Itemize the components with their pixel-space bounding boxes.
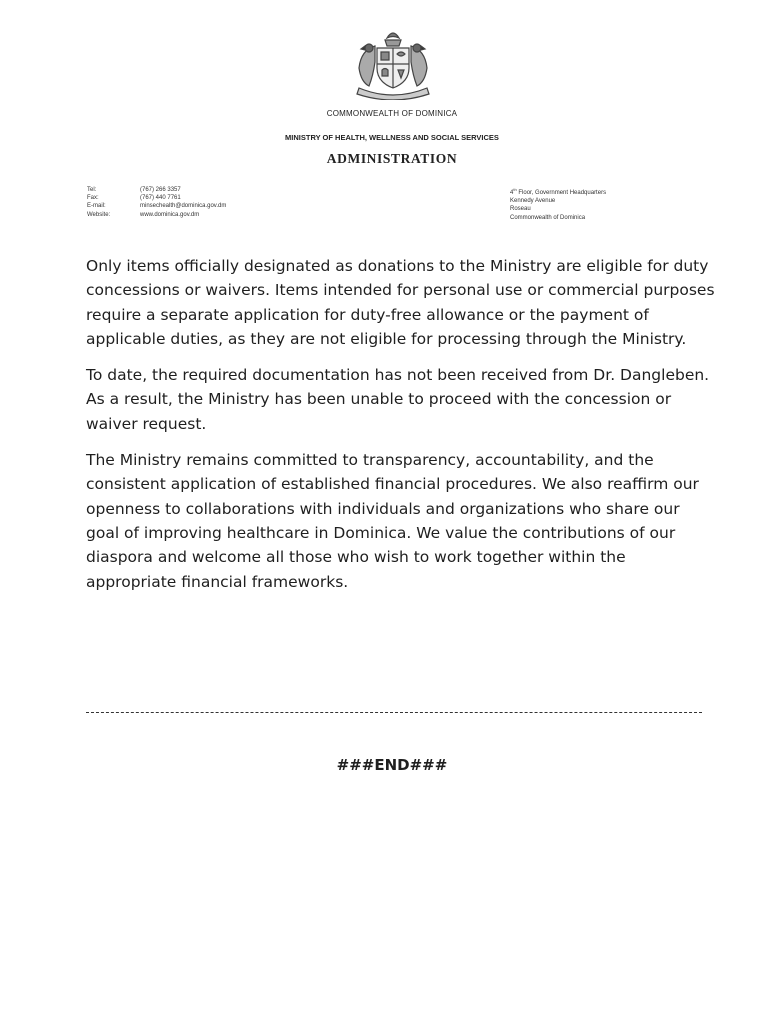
contact-details	[87, 186, 226, 219]
paragraph: Only items officially designated as donations to the Ministry are eligible for duty concessions or waivers. Items intended for personal use or commercial purposes require a separate application for duty-free allowance or the payment of applicable duties, as they are not eligible for processing through the Ministry.	[86, 257, 715, 348]
contact-label: Tel:	[87, 187, 97, 193]
contact-label: Website:	[87, 211, 111, 218]
contact-row-fax	[87, 194, 226, 202]
office-title: ADMINISTRATION	[326, 151, 458, 166]
country-name: COMMONWEALTH OF DOMINICA	[326, 109, 458, 118]
address-line-2: Kennedy Avenue	[510, 198, 556, 205]
contact-label: E-mail:	[87, 203, 106, 210]
address-line-1: 4th Floor, Government Headquarters	[510, 187, 607, 196]
contact-label: Fax:	[87, 195, 99, 202]
contact-value: (767) 440 7761	[140, 195, 181, 202]
ministry-name: MINISTRY OF HEALTH, WELLNESS AND SOCIAL SERVICES	[285, 133, 499, 142]
paragraph: To date, the required documentation has not been received from Dr. Dangleben. As a result, the Ministry has been unable to proceed with the concession or waiver request.	[86, 366, 710, 433]
contact-value: www.dominica.gov.dm	[140, 211, 200, 218]
contact-row-tel	[87, 186, 226, 194]
address-block	[510, 186, 606, 222]
address-line-3: Roseau	[510, 206, 531, 213]
letter-body	[86, 254, 716, 606]
paragraph: The Ministry remains committed to transparency, accountability, and the consistent application of established financial procedures. We also reaffirm our openness to collaborations with individuals and organizations who share our goal of improving healthcare in Dominica. We value the contributions of our diaspora and welcome all those who wish to work together within the appropriate financial frameworks.	[86, 451, 699, 591]
contact-value: minsechealth@dominica.gov.dm	[140, 203, 227, 210]
dashed-divider	[86, 712, 702, 713]
address-line-4: Commonwealth of Dominica	[510, 214, 586, 221]
coat-of-arms-icon	[347, 24, 439, 100]
contact-value: (767) 266 3357	[140, 187, 181, 193]
end-marker: ###END###	[336, 756, 448, 774]
contact-row-website	[87, 211, 226, 219]
contact-row-email	[87, 202, 226, 210]
